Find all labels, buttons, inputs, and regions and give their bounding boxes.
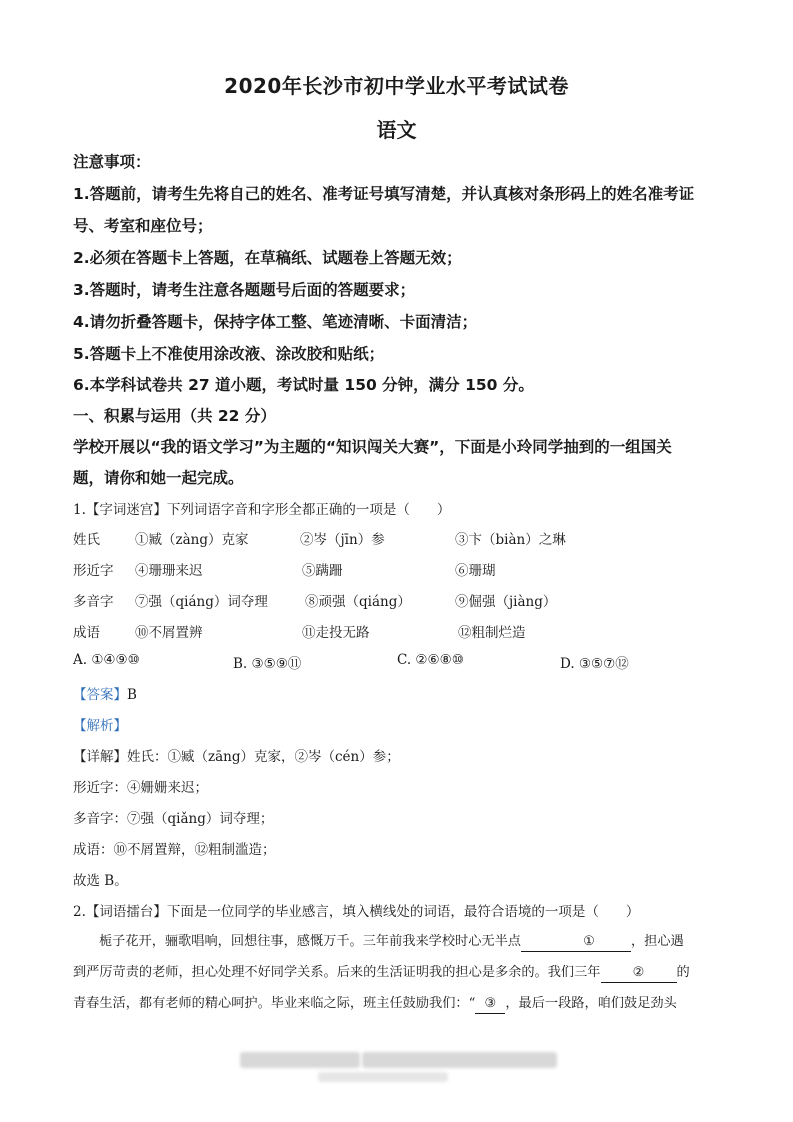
question-1-stem: 1.【字词迷宫】下列词语字音和字形全都正确的一项是（ ） (73, 502, 451, 518)
row-label: 成语 (73, 625, 100, 641)
section-intro: 题，请你和她一起完成。 (73, 469, 244, 487)
row-item: ②岑（jīn）参 (300, 532, 385, 548)
passage-text: 的 (676, 965, 690, 980)
detail-line: 故选 B。 (73, 873, 128, 889)
passage-text: 青春生活，都有老师的精心呵护。毕业来临之际，班主任鼓励我们：“ (73, 996, 476, 1011)
section-intro: 学校开展以“我的语文学习”为主题的“知识闯关大赛”，下面是小玲同学抽到的一组国关 (73, 438, 672, 456)
notice-heading: 注意事项： (73, 153, 151, 171)
watermark-blur (240, 1052, 360, 1068)
row-item: ④珊珊来迟 (135, 563, 203, 579)
passage-line (73, 988, 723, 1019)
detail-text: 姓氏：①臧（zāng）克家，②岑（cén）参； (127, 749, 400, 765)
option-a: A. ①④⑨⑩ (73, 652, 140, 668)
passage-text: 栀子花开，骊歌唱响，回想往事，感慨万千。三年前我来学校时心无半点 (99, 934, 521, 949)
watermark-blur (362, 1052, 557, 1068)
section-heading: 一、积累与运用（共 22 分） (73, 407, 276, 425)
subject-title: 语文 (376, 118, 417, 142)
option-c: C. ②⑥⑧⑩ (397, 652, 464, 668)
notice-item: 4.请勿折叠答题卡，保持字体工整、笔迹清晰、卡面清洁； (73, 313, 478, 331)
passage-text: ，最后一段路，咱们鼓足劲头 (505, 996, 677, 1011)
row-label: 形近字 (73, 563, 114, 579)
passage-line (73, 957, 723, 988)
row-item: ⑫粗制烂造 (458, 625, 526, 641)
row-item: ⑥珊瑚 (455, 563, 496, 579)
row-item: ⑩不屑置辨 (135, 625, 203, 641)
detail-line: 成语：⑩不屑置辩，⑫粗制滥造； (73, 842, 276, 858)
option-d: D. ③⑤⑦⑫ (560, 656, 629, 672)
answer-tag: 【答案】 (73, 687, 127, 703)
notice-item: 号、考室和座位号； (73, 217, 213, 235)
passage-line (73, 926, 723, 957)
watermark-blur (318, 1072, 448, 1082)
notice-item: 6.本学科试卷共 27 道小题，考试时量 150 分钟，满分 150 分。 (73, 376, 534, 394)
detail-line: 多音字：⑦强（qiǎng）词夺理； (73, 811, 274, 827)
row-item: ③卞（biàn）之琳 (455, 532, 566, 548)
notice-item: 1.答题前，请考生先将自己的姓名、准考证号填写清楚，并认真核对条形码上的姓名准考证 (73, 185, 695, 203)
exam-title: 2020年长沙市初中学业水平考试试卷 (224, 74, 569, 98)
passage-text: 到严厉苛责的老师，担心处理不好同学关系。后来的生活证明我的担心是多余的。我们三年 (73, 965, 601, 980)
notice-item: 3.答题时，请考生注意各题题号后面的答题要求； (73, 281, 416, 299)
notice-item: 2.必须在答题卡上答题，在草稿纸、试题卷上答题无效； (73, 249, 462, 267)
fill-blank-1: ① (521, 933, 631, 952)
detail-line (73, 745, 400, 765)
notice-item: 5.答题卡上不准使用涂改液、涂改胶和贴纸； (73, 345, 385, 363)
row-item: ①臧（zàng）克家 (135, 532, 249, 548)
fill-blank-2: ② (601, 964, 677, 983)
row-label: 多音字 (73, 594, 114, 610)
row-item: ⑦强（qiáng）词夺理 (135, 594, 268, 610)
row-item: ⑧顽强（qiáng） (305, 594, 411, 610)
detail-tag: 【详解】 (73, 749, 127, 765)
row-label: 姓氏 (73, 532, 100, 548)
option-b: B. ③⑤⑨⑪ (233, 656, 302, 672)
answer-line (73, 683, 137, 703)
passage-text: ，担心遇 (631, 934, 684, 949)
question-2-stem: 2.【词语擂台】下面是一位同学的毕业感言，填入横线处的词语，最符合语境的一项是（ ） (73, 904, 640, 920)
detail-line: 形近字：④姗姗来迟； (73, 780, 208, 796)
analysis-tag: 【解析】 (73, 718, 127, 734)
row-item: ⑤蹒跚 (302, 563, 343, 579)
row-item: ⑨倔强（jiàng） (455, 594, 557, 610)
answer-value: B (127, 687, 137, 703)
fill-blank-3: ③ (475, 995, 505, 1014)
row-item: ⑪走投无路 (302, 625, 370, 641)
